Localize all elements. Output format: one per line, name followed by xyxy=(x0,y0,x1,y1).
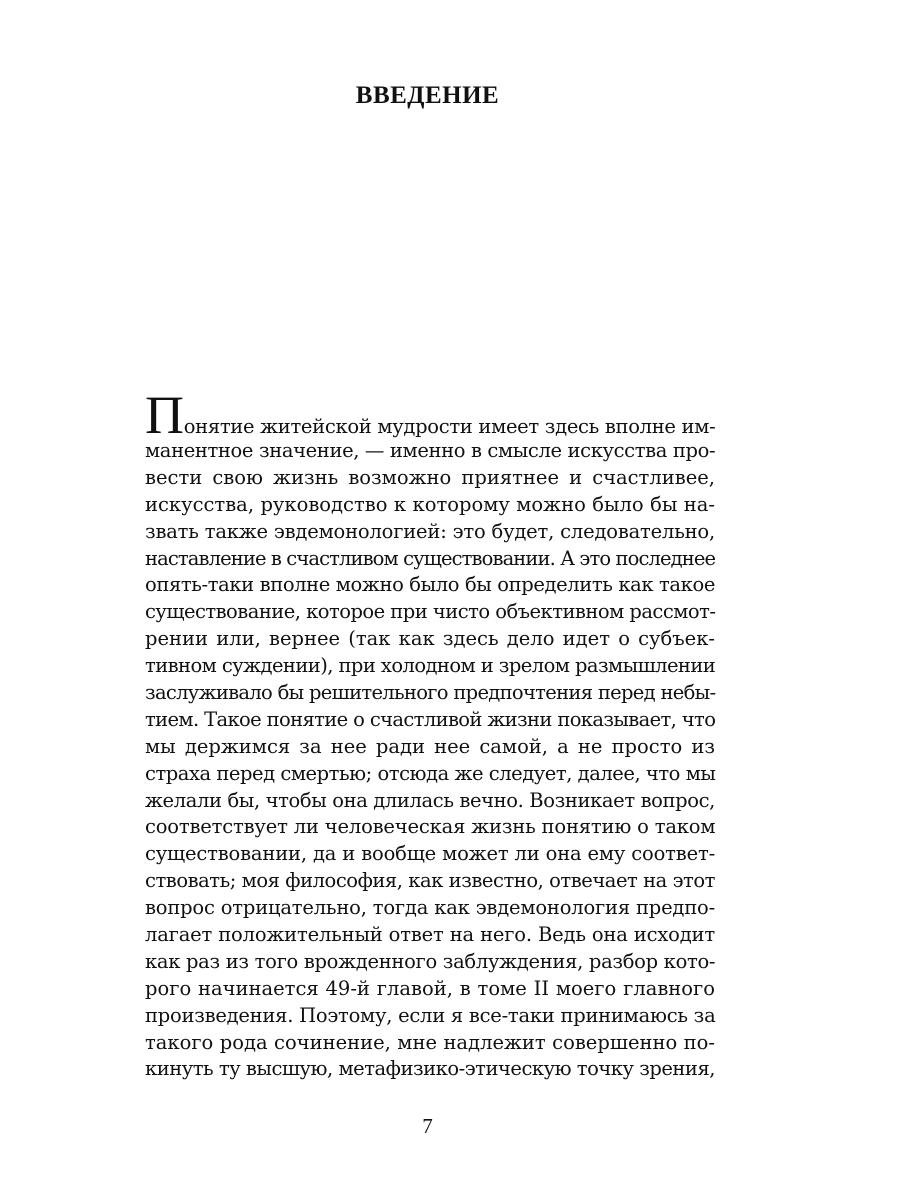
page-number: 7 xyxy=(422,1114,433,1138)
text-line: существование, которое при чисто объективном рассмот- xyxy=(145,600,716,624)
text-line: рении или, вернее (так как здесь дело идет о субъек- xyxy=(145,627,715,651)
first-line-text: онятие житейской мудрости имеет здесь вполне им- xyxy=(183,415,716,438)
text-line: страха перед смертью; отсюда же следует, далее, что мы xyxy=(145,761,716,785)
text-line: произведения. Поэтому, если я все-таки принимаюсь за xyxy=(145,1003,716,1027)
text-line: соответствует ли человеческая жизнь понятию о таком xyxy=(145,815,716,839)
text-line: ствовать; моя философия, как известно, отвечает на этот xyxy=(145,869,715,893)
text-line: кинуть ту высшую, метафизико-этическую точку зрения, xyxy=(145,1057,715,1081)
text-line: манентное значение, — именно в смысле искусства про- xyxy=(145,439,716,462)
text-line: звать также эвдемонологией: это будет, следовательно, xyxy=(145,519,715,543)
text-line: искусства, руководство к которому можно было бы на- xyxy=(145,492,715,516)
text-line: мы держимся за нее ради нее самой, а не просто из xyxy=(145,734,715,758)
text-line: тивном суждении), при холодном и зрелом размышлении xyxy=(145,654,716,678)
text-line: такого рода сочинение, мне надлежит совершенно по- xyxy=(145,1030,715,1054)
text-line: вести свою жизнь возможно приятнее и счастливее, xyxy=(145,465,715,489)
text-line: рого начинается 49-й главой, в томе II моего главного xyxy=(145,976,715,1000)
body-text xyxy=(145,385,716,1083)
text-line-first xyxy=(145,385,716,445)
text-line: вопрос отрицательно, тогда как эвдемонология предпо- xyxy=(145,896,715,920)
text-line: наставление в счастливом существовании. А это последнее xyxy=(145,546,716,570)
text-line: тием. Такое понятие о счастливой жизни показывает, что xyxy=(145,707,716,731)
text-line: заслуживало бы решительного предпочтения перед небы- xyxy=(145,681,716,705)
text-line: опять-таки вполне можно было бы определить как такое xyxy=(145,573,715,597)
text-line: лагает положительный ответ на него. Ведь она исходит xyxy=(145,923,715,947)
drop-cap: П xyxy=(145,385,184,445)
chapter-title: ВВЕДЕНИЕ xyxy=(355,82,500,109)
text-line: желали бы, чтобы она длилась вечно. Возникает вопрос, xyxy=(145,788,715,812)
text-line: существовании, да и вообще может ли она ему соответ- xyxy=(145,842,715,866)
text-line: как раз из того врожденного заблуждения, разбор кото- xyxy=(145,949,716,973)
